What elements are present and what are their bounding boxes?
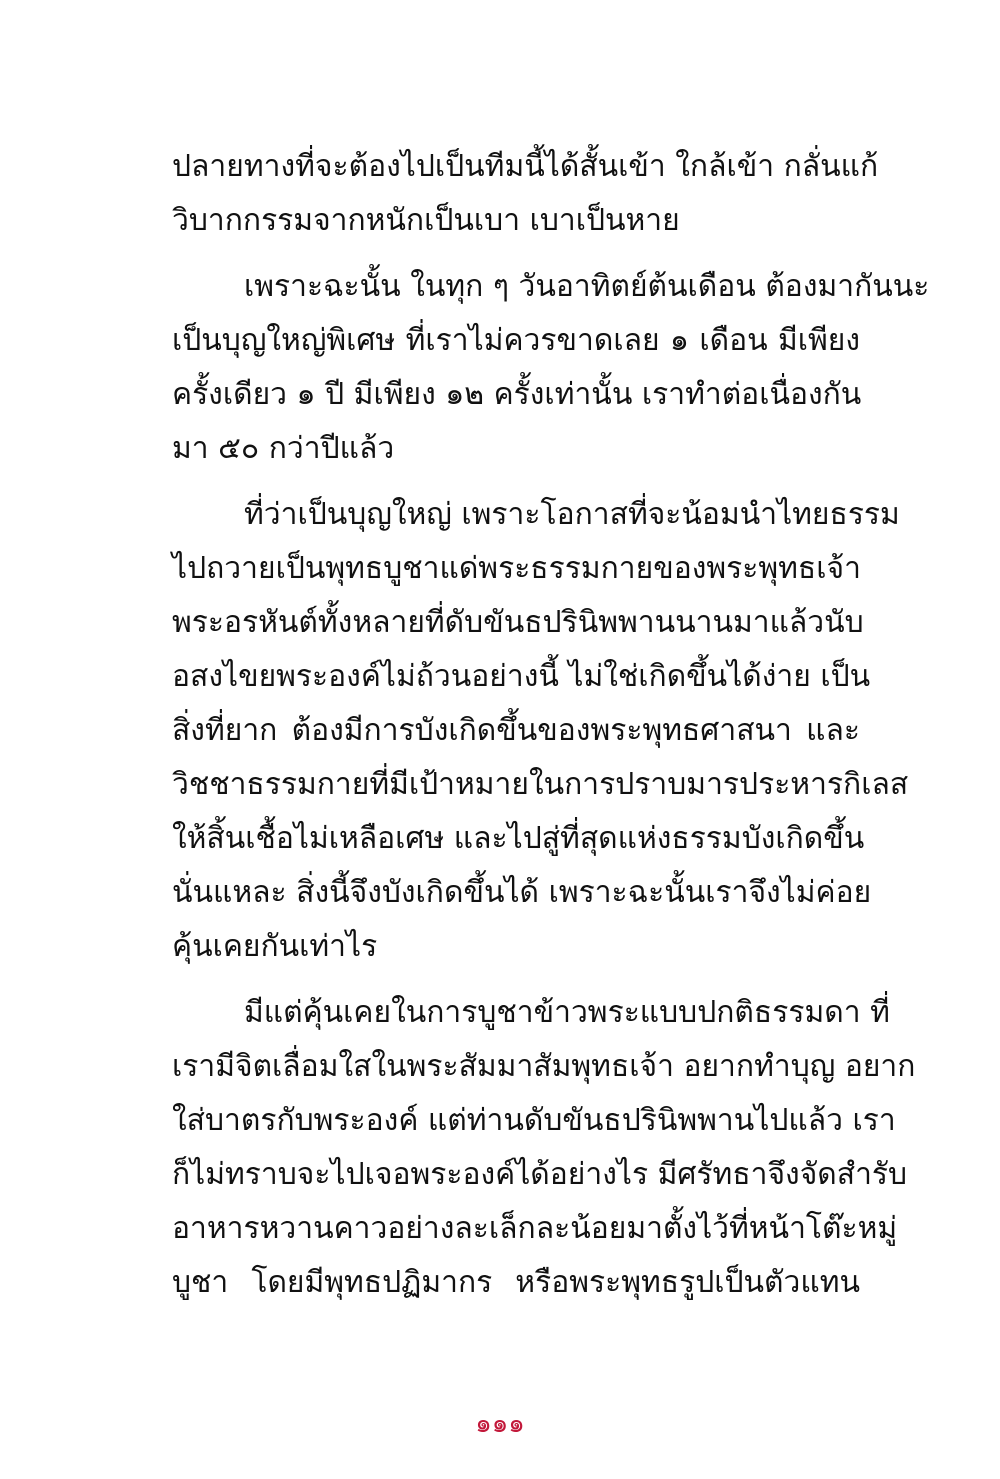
text-line: ใส่บาตรกับพระองค์ แต่ท่านดับขันธปรินิพพานไปแล้ว เรา [172,1103,896,1138]
text-line: มา ๕๐ กว่าปีแล้ว [172,431,395,466]
paragraph-2 [172,260,930,476]
text-line: เพราะฉะนั้น ในทุก ๆ วันอาทิตย์ต้นเดือน ต้องมากันนะ [244,269,930,304]
text-line: ปลายทางที่จะต้องไปเป็นทีมนี้ได้สั้นเข้า ใกล้เข้า กลั่นแก้ [172,149,879,184]
paragraph-1 [172,140,879,248]
text-line: สิ่งที่ยาก ต้องมีการบังเกิดขึ้นของพระพุทธศาสนา และ [172,713,860,748]
text-line: ที่ว่าเป็นบุญใหญ่ เพราะโอกาสที่จะน้อมนำไทยธรรม [244,497,900,532]
text-line: เรามีจิตเลื่อมใสในพระสัมมาสัมพุทธเจ้า อยากทำบุญ อยาก [172,1049,916,1084]
text-line: ไปถวายเป็นพุทธบูชาแด่พระธรรมกายของพระพุทธเจ้า [172,551,861,586]
text-line: วิชชาธรรมกายที่มีเป้าหมายในการปราบมารประหารกิเลส [172,767,909,802]
text-line: อาหารหวานคาวอย่างละเล็กละน้อยมาตั้งไว้ที่หน้าโต๊ะหมู่ [172,1211,898,1246]
page-number: ๑๑๑ [475,1409,525,1439]
text-line: ครั้งเดียว ๑ ปี มีเพียง ๑๒ ครั้งเท่านั้น เราทำต่อเนื่องกัน [172,377,862,412]
body-text [172,140,930,1310]
text-line: ก็ไม่ทราบจะไปเจอพระองค์ได้อย่างไร มีศรัทธาจึงจัดสำรับ [172,1157,908,1192]
paragraph-3 [172,488,909,974]
text-line: นั่นแหละ สิ่งนี้จึงบังเกิดขึ้นได้ เพราะฉะนั้นเราจึงไม่ค่อย [172,875,872,910]
text-line: ให้สิ้นเชื้อไม่เหลือเศษ และไปสู่ที่สุดแห่งธรรมบังเกิดขึ้น [172,821,865,856]
text-line: เป็นบุญใหญ่พิเศษ ที่เราไม่ควรขาดเลย ๑ เดือน มีเพียง [172,323,860,358]
text-line: พระอรหันต์ทั้งหลายที่ดับขันธปรินิพพานนานมาแล้วนับ [172,605,864,640]
text-line: บูชา โดยมีพุทธปฏิมากร หรือพระพุทธรูปเป็นตัวแทน [172,1265,860,1300]
text-line: อสงไขยพระองค์ไม่ถ้วนอย่างนี้ ไม่ใช่เกิดขึ้นได้ง่าย เป็น [172,659,871,694]
paragraph-4 [172,986,916,1310]
text-line: มีแต่คุ้นเคยในการบูชาข้าวพระแบบปกติธรรมดา ที่ [244,995,890,1030]
text-line: วิบากกรรมจากหนักเป็นเบา เบาเป็นหาย [172,203,680,238]
text-line: คุ้นเคยกันเท่าไร [172,929,378,964]
